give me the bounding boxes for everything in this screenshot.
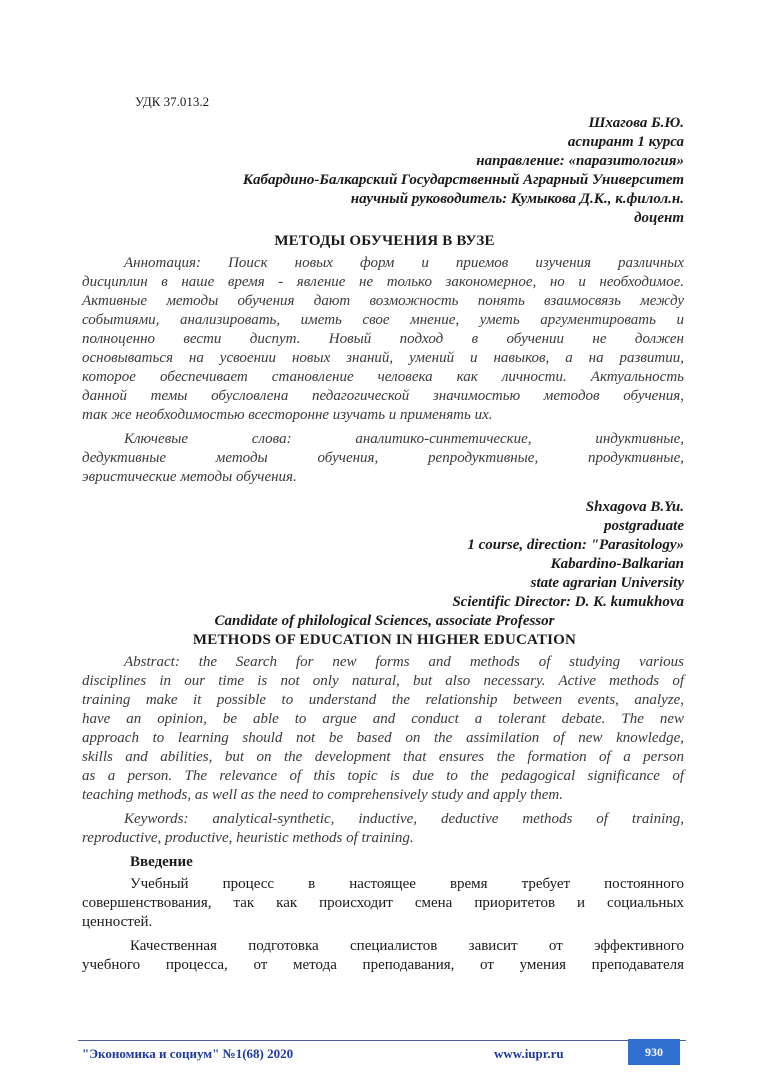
author-supervisor-ru: научный руководитель: Кумыкова Д.К., к.филол.н.	[350, 191, 684, 207]
footer-divider	[78, 1040, 686, 1041]
intro-line: совершенствования, так как происходит смена приоритетов и социальных	[82, 895, 684, 911]
abstract-ru-line: полноценно вести диспут. Новый подход в обучении не должен	[82, 331, 684, 347]
footer-journal: "Экономика и социум" №1(68) 2020	[82, 1046, 294, 1061]
abstract-en-line: as a person. The relevance of this topic is due to the pedagogical significance of	[82, 768, 684, 784]
author-direction-ru: направление: «паразитология»	[476, 153, 684, 169]
abstract-ru-line: так же необходимостью всесторонне изучать и применять их.	[82, 407, 493, 423]
author-university-en-2: state agrarian University	[530, 575, 684, 591]
intro-line: учебного процесса, от метода преподавания, от умения преподавателя	[82, 957, 684, 973]
footer-site-link[interactable]: www.iupr.ru	[494, 1046, 564, 1061]
keywords-en-line: reproductive, productive, heuristic methods of training.	[82, 830, 414, 846]
keywords-ru-line: эвристические методы обучения.	[82, 469, 297, 485]
intro-line: Качественная подготовка специалистов зависит от эффективного	[130, 938, 684, 954]
keywords-ru-line: дедуктивные методы обучения, репродуктивные, продуктивные,	[82, 450, 684, 466]
author-supervisor-degree-en: Candidate of philological Sciences, associate Professor	[214, 613, 555, 629]
keywords-ru-line: Ключевые слова: аналитико-синтетические, индуктивные,	[124, 431, 684, 447]
abstract-ru-line: дисциплин в наше время - явление не только закономерное, но и необходимое.	[82, 274, 684, 290]
abstract-en-line: Abstract: the Search for new forms and methods of studying various	[124, 654, 684, 670]
author-status-ru: аспирант 1 курса	[567, 134, 684, 150]
udk-code: УДК 37.013.2	[135, 94, 210, 109]
author-supervisor-en: Scientific Director: D. K. kumukhova	[452, 594, 684, 610]
keywords-en-line: Keywords: analytical-synthetic, inductive, deductive methods of training,	[124, 811, 684, 827]
abstract-ru-line: событиями, анализировать, иметь свое мнение, уметь аргументировать и	[82, 312, 684, 328]
author-name-en: Shxagova B.Yu.	[585, 499, 684, 515]
title-ru: МЕТОДЫ ОБУЧЕНИЯ В ВУЗЕ	[274, 233, 495, 249]
abstract-en-line: skills and abilities, but on the development that ensures the formation of a person	[82, 749, 684, 765]
abstract-en-line: have an opinion, be able to argue and conduct a tolerant debate. The new	[82, 711, 684, 727]
abstract-ru-line: которое обеспечивает становление человека как личности. Актуальность	[82, 369, 684, 385]
abstract-ru-line: основываться на усвоении новых знаний, умений и навыков, а на развитии,	[82, 350, 684, 366]
abstract-ru-line: Аннотация: Поиск новых форм и приемов изучения различных	[124, 255, 684, 271]
author-status-en: postgraduate	[603, 518, 684, 534]
page-number-badge: 930	[628, 1039, 680, 1065]
title-en: METHODS OF EDUCATION IN HIGHER EDUCATION	[192, 632, 577, 648]
abstract-ru-line: Активные методы обучения дают возможность понять взаимосвязь между	[82, 293, 684, 309]
abstract-ru-line: данной темы обусловлена педагогической значимостью методов обучения,	[82, 388, 684, 404]
author-supervisor-rank-ru: доцент	[634, 210, 684, 226]
abstract-en-line: training make it possible to understand the relationship between events, analyze,	[82, 692, 684, 708]
intro-line: Учебный процесс в настоящее время требует постоянного	[130, 876, 684, 892]
author-university-ru: Кабардино-Балкарский Государственный Аграрный Университет	[242, 172, 684, 188]
author-university-en: Kabardino-Balkarian	[550, 556, 684, 572]
intro-line: ценностей.	[82, 914, 153, 930]
abstract-en-line: approach to learning should not be based on the assimilation of new knowledge,	[82, 730, 684, 746]
abstract-en-line: teaching methods, as well as the need to comprehensively study and apply them.	[82, 787, 564, 803]
author-name-ru: Шхагова Б.Ю.	[588, 115, 684, 131]
abstract-en-line: disciplines in our time is not only natural, but also necessary. Active methods of	[82, 673, 684, 689]
author-direction-en: 1 course, direction: "Parasitology»	[467, 537, 684, 553]
intro-heading: Введение	[130, 854, 193, 870]
